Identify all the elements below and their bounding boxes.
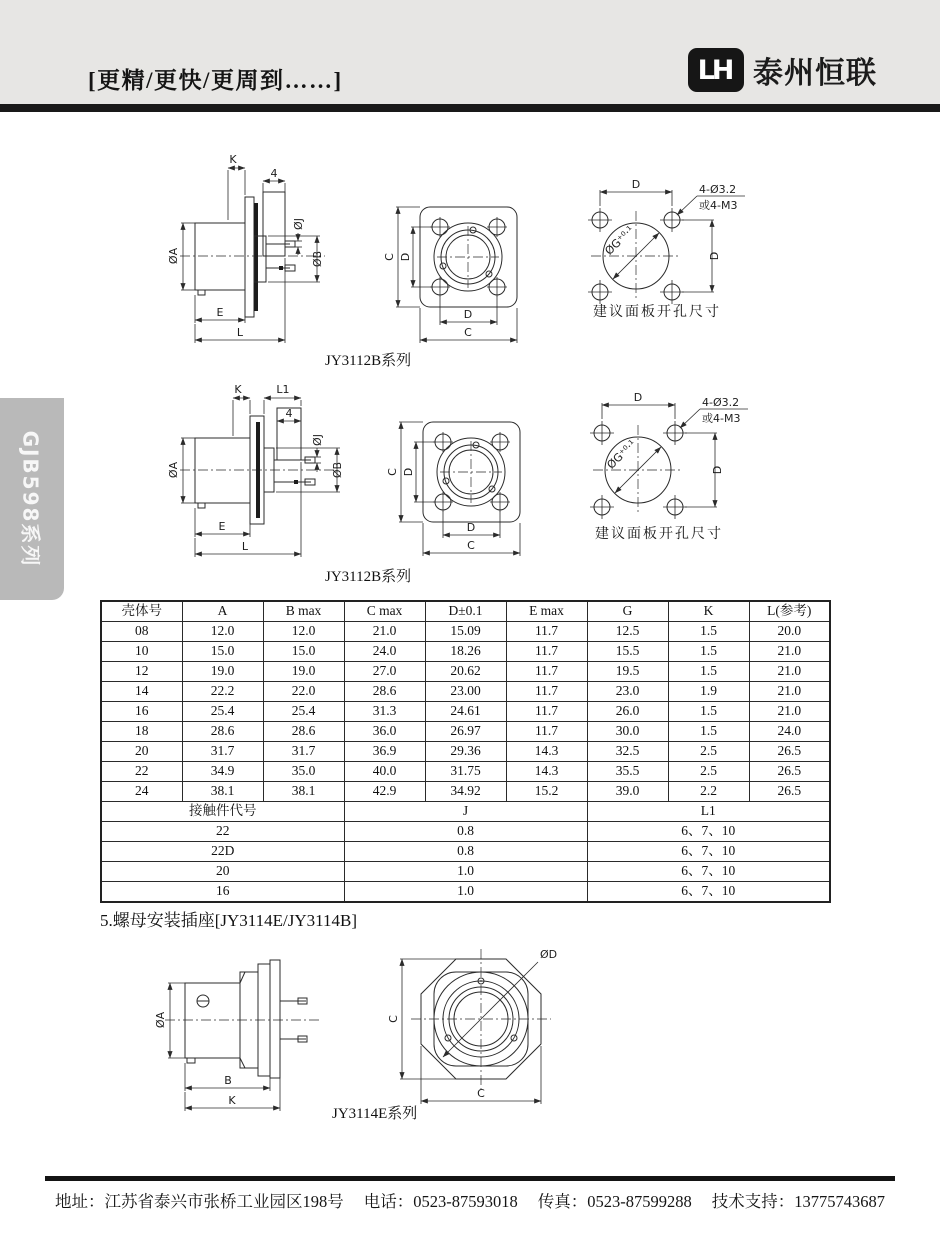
table-header-cell: C max [344,601,425,622]
table-cell: 20.0 [749,622,830,642]
dim-label-d-bottom: D [466,521,476,534]
dim-label-d-bottom: D [463,308,473,321]
contact-cell: 6、7、10 [587,882,830,903]
table-cell: 12 [101,662,182,682]
table-cell: 21.0 [749,682,830,702]
header-divider-bar [0,104,940,112]
dim-label-d-top: D [633,391,643,404]
dim-label-phiG: ØG⁺⁰·¹ [604,437,639,472]
table-cell: 23.00 [425,682,506,702]
table-cell: 16 [101,702,182,722]
panel-cutout-jy3112b-2 [590,391,748,542]
contact-header-cell: 接触件代号 [101,802,344,822]
table-cell: 11.7 [506,622,587,642]
table-cell: 2.2 [668,782,749,802]
footer-address: 地址：江苏省泰兴市张桥工业园区198号 [55,1192,344,1211]
contact-header-cell: L1 [587,802,830,822]
table-cell: 32.5 [587,742,668,762]
figure-caption-set1: JY3112B系列 [325,353,412,369]
dim-label-d-left: D [399,252,412,262]
table-cell: 18 [101,722,182,742]
dim-label-phiJ: ØJ [311,434,324,446]
front-view-jy3114e [387,948,557,1104]
table-cell: 26.0 [587,702,668,722]
table-row [101,742,830,762]
figure-jy3112b-top [85,148,895,376]
side-view-jy3112b-2 [167,383,344,557]
logo-mark-icon [688,48,744,92]
table-cell: 39.0 [587,782,668,802]
table-cell: 26.5 [749,742,830,762]
table-cell: 20.62 [425,662,506,682]
dim-label-l: L [236,326,244,339]
figure-jy3112b-bottom [85,378,895,596]
table-cell: 15.0 [182,642,263,662]
table-row [101,662,830,682]
series-side-tab-label: GJB598系列 [18,430,43,568]
table-cell: 28.6 [182,722,263,742]
dim-label-phiB: ØB [311,250,324,268]
dim-label-phiA: ØA [167,461,180,479]
table-cell: 27.0 [344,662,425,682]
table-cell: 34.92 [425,782,506,802]
page-header [0,0,940,104]
table-cell: 26.5 [749,762,830,782]
table-cell: 31.7 [263,742,344,762]
front-view-jy3112b-2 [386,422,520,556]
table-cell: 34.9 [182,762,263,782]
holes-note-line2: 或4-M3 [702,412,741,425]
table-cell: 2.5 [668,762,749,782]
table-cell: 28.6 [344,682,425,702]
table-cell: 26.5 [749,782,830,802]
table-cell: 38.1 [263,782,344,802]
contact-cell: 1.0 [344,882,587,903]
brand-name: 泰州恒联 [753,56,877,91]
table-cell: 35.0 [263,762,344,782]
table-cell: 12.0 [182,622,263,642]
dim-label-l: L [241,540,249,553]
table-cell: 15.0 [263,642,344,662]
table-header-cell: G [587,601,668,622]
contact-header-cell: J [344,802,587,822]
side-view-jy3114e [154,960,320,1111]
table-cell: 23.0 [587,682,668,702]
contact-cell: 0.8 [344,822,587,842]
dim-label-k: K [229,153,237,166]
dim-label-c-bottom: C [477,1087,485,1100]
dim-label-c-left: C [383,253,396,261]
dim-label-phiG: ØG⁺⁰·¹ [602,223,637,258]
front-view-jy3112b-1 [383,207,517,343]
header-slogan: [更精/更快/更周到……] [88,68,343,93]
dim-label-d-top: D [631,178,641,191]
panel-cutout-caption: 建议面板开孔尺寸 [595,527,723,542]
table-cell: 10 [101,642,182,662]
table-cell: 36.9 [344,742,425,762]
table-cell: 11.7 [506,642,587,662]
table-header-cell: D±0.1 [425,601,506,622]
table-cell: 12.5 [587,622,668,642]
table-cell: 19.5 [587,662,668,682]
contact-cell: 22D [101,842,344,862]
table-cell: 38.1 [182,782,263,802]
panel-cutout-caption: 建议面板开孔尺寸 [593,305,721,320]
table-cell: 15.2 [506,782,587,802]
table-cell: 1.5 [668,662,749,682]
table-row [101,782,830,802]
table-cell: 11.7 [506,702,587,722]
table-cell: 25.4 [182,702,263,722]
table-header-cell: B max [263,601,344,622]
contact-row [101,822,830,842]
contact-cell: 22 [101,822,344,842]
panel-cutout-jy3112b-1 [588,178,745,320]
dim-label-c-left: C [386,468,399,476]
table-cell: 29.36 [425,742,506,762]
table-cell: 24.0 [344,642,425,662]
table-cell: 15.5 [587,642,668,662]
footer [55,1188,885,1212]
contact-row [101,862,830,882]
contact-row [101,842,830,862]
holes-note-line1: 4-Ø3.2 [702,396,740,409]
table-cell: 21.0 [749,662,830,682]
contact-cell: 6、7、10 [587,862,830,882]
dim-label-phiB: ØB [331,461,344,479]
contact-cell: 20 [101,862,344,882]
table-cell: 11.7 [506,662,587,682]
table-cell: 40.0 [344,762,425,782]
table-header-cell: K [668,601,749,622]
dim-label-k: K [228,1094,236,1107]
table-cell: 1.5 [668,722,749,742]
table-cell: 24.0 [749,722,830,742]
table-cell: 14.3 [506,762,587,782]
contact-cell: 16 [101,882,344,903]
holes-note-line2: 或4-M3 [699,199,738,212]
dim-label-4: 4 [285,407,293,420]
footer-divider-bar [45,1176,895,1181]
table-row [101,702,830,722]
table-cell: 31.7 [182,742,263,762]
table-row [101,622,830,642]
series-side-tab [0,398,64,600]
figure-caption-set3: JY3114E系列 [332,1106,418,1122]
footer-phone: 电话：0523-87593018 [363,1192,518,1211]
dim-label-e: E [218,520,226,533]
table-header-cell: L(参考) [749,601,830,622]
dim-label-b: B [224,1074,232,1087]
contact-cell: 0.8 [344,842,587,862]
table-header-cell: E max [506,601,587,622]
spec-table [100,600,831,903]
dim-label-d-right: D [711,465,724,475]
table-cell: 31.3 [344,702,425,722]
company-logo [688,48,877,92]
table-cell: 1.5 [668,622,749,642]
side-view-jy3112b-1 [167,153,325,343]
figure-jy3114e [140,938,620,1138]
dim-label-c-bottom: C [467,539,475,552]
table-cell: 22.0 [263,682,344,702]
contact-header-row [101,802,830,822]
table-cell: 19.0 [182,662,263,682]
table-header-row [101,601,830,622]
figure-caption-set2: JY3112B系列 [325,569,412,585]
dim-label-l1: L1 [276,383,290,396]
table-cell: 11.7 [506,722,587,742]
footer-support: 技术支持：13775743687 [711,1192,885,1211]
table-cell: 42.9 [344,782,425,802]
footer-fax: 传真：0523-87599288 [537,1192,692,1211]
table-cell: 20 [101,742,182,762]
dim-label-phiJ: ØJ [292,218,305,230]
table-cell: 31.75 [425,762,506,782]
table-cell: 18.26 [425,642,506,662]
dim-label-phiA: ØA [167,247,180,265]
dim-label-k: K [234,383,242,396]
contact-cell: 6、7、10 [587,822,830,842]
contact-cell: 6、7、10 [587,842,830,862]
table-cell: 14 [101,682,182,702]
table-cell: 2.5 [668,742,749,762]
table-cell: 30.0 [587,722,668,742]
table-cell: 36.0 [344,722,425,742]
dim-label-4: 4 [270,167,278,180]
dim-label-c-bottom: C [464,326,472,339]
table-cell: 15.09 [425,622,506,642]
dim-label-c-left: C [387,1015,400,1023]
dim-label-e: E [216,306,224,319]
table-row [101,722,830,742]
table-cell: 1.5 [668,642,749,662]
table-cell: 25.4 [263,702,344,722]
table-row [101,642,830,662]
table-cell: 12.0 [263,622,344,642]
table-cell: 26.97 [425,722,506,742]
table-cell: 14.3 [506,742,587,762]
table-cell: 19.0 [263,662,344,682]
table-cell: 21.0 [344,622,425,642]
table-cell: 22.2 [182,682,263,702]
dim-label-phiA: ØA [154,1011,167,1029]
table-cell: 21.0 [749,642,830,662]
table-row [101,762,830,782]
table-cell: 28.6 [263,722,344,742]
table-cell: 22 [101,762,182,782]
contact-cell: 1.0 [344,862,587,882]
table-row [101,682,830,702]
contact-row [101,882,830,903]
table-cell: 21.0 [749,702,830,722]
section5-title: 5.螺母安装插座[JY3114E/JY3114B] [100,911,358,930]
table-cell: 24 [101,782,182,802]
logo-monogram: LH [697,54,732,86]
holes-note-line1: 4-Ø3.2 [699,183,737,196]
table-cell: 11.7 [506,682,587,702]
table-cell: 1.9 [668,682,749,702]
dim-label-phiD: ØD [540,948,558,961]
dim-label-d-left: D [402,467,415,477]
table-header-cell: A [182,601,263,622]
dim-label-d-right: D [708,251,721,261]
table-cell: 08 [101,622,182,642]
table-cell: 1.5 [668,702,749,722]
table-header-cell: 壳体号 [101,601,182,622]
table-cell: 24.61 [425,702,506,722]
table-cell: 35.5 [587,762,668,782]
